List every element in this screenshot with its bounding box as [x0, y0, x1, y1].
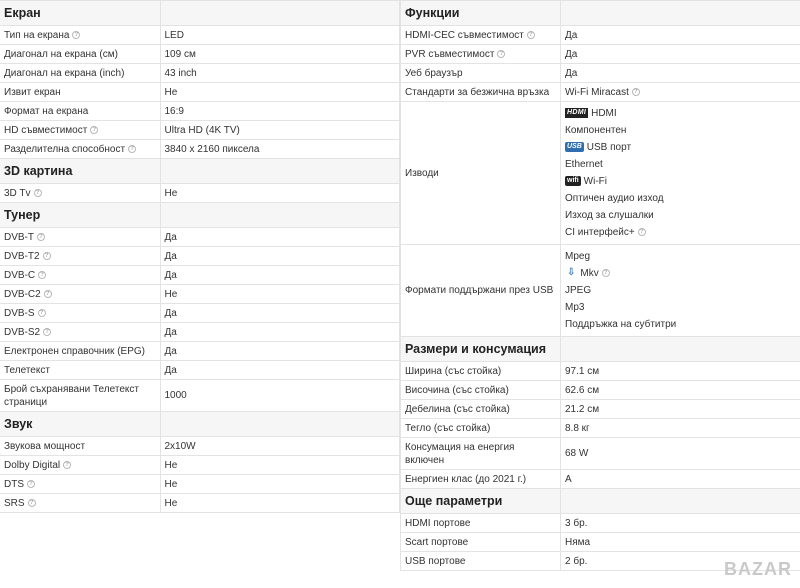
- spec-value: [160, 121, 400, 140]
- spec-value: [561, 438, 800, 470]
- spec-value-item: [565, 248, 796, 265]
- spec-label-text: Енергиен клас (до 2021 г.): [405, 473, 527, 485]
- spec-value-text: 68 W: [565, 448, 589, 459]
- spec-label: [0, 83, 160, 102]
- spec-row: [401, 45, 800, 64]
- spec-label-text: DVB-S2: [4, 326, 41, 338]
- spec-value-text: Да: [565, 48, 578, 60]
- spec-value: [561, 83, 800, 102]
- spec-label-text: Диагонал на екрана (см): [4, 48, 118, 60]
- spec-value-text: Mpeg: [565, 251, 591, 262]
- spec-label-text: Дебелина (със стойка): [405, 403, 510, 415]
- spec-value: [160, 83, 400, 102]
- spec-label: [401, 438, 561, 470]
- section-header: [0, 203, 400, 228]
- section-title: Тунер: [0, 203, 160, 228]
- spec-label-text: DTS: [4, 478, 24, 490]
- spec-label-text: Scart портове: [405, 536, 469, 548]
- spec-value: [160, 323, 400, 342]
- spec-label-text: Разделителна способност: [4, 143, 126, 155]
- info-icon[interactable]: ?: [27, 480, 35, 488]
- spec-label-text: HDMI-CEC съвместимост: [405, 29, 524, 41]
- spec-value-item: [565, 190, 796, 207]
- spec-label-text: DVB-T2: [4, 250, 40, 262]
- spec-label: [0, 380, 160, 412]
- spec-row: [0, 456, 400, 475]
- spec-value-item: [565, 156, 796, 173]
- spec-label-text: Телетекст: [4, 364, 50, 376]
- spec-value: [160, 494, 400, 513]
- specs-column-left: [0, 0, 400, 513]
- spec-label: [0, 26, 160, 45]
- spec-value: [160, 342, 400, 361]
- watermark-logo: BAZAR: [724, 559, 792, 579]
- spec-value: [160, 266, 400, 285]
- spec-label-text: Брой съхранявани Телетекст страници: [4, 383, 139, 408]
- section-header: [401, 337, 800, 362]
- spec-value: [561, 26, 800, 45]
- info-icon[interactable]: ?: [43, 328, 51, 336]
- spec-label: [0, 45, 160, 64]
- info-icon[interactable]: ?: [37, 233, 45, 241]
- spec-value-item: [565, 105, 796, 122]
- spec-label: [0, 121, 160, 140]
- spec-row: [0, 285, 400, 304]
- specs-column-right: [400, 0, 800, 571]
- section-header: [0, 412, 400, 437]
- spec-row: [401, 381, 800, 400]
- spec-label-text: PVR съвместимост: [405, 48, 495, 60]
- spec-value: [160, 184, 400, 203]
- spec-value-text: Mkv: [580, 268, 599, 279]
- spec-label: [0, 361, 160, 380]
- spec-value-text: Компонентен: [565, 125, 627, 136]
- spec-row-multi: [401, 245, 800, 337]
- spec-row: [0, 323, 400, 342]
- spec-label: [401, 400, 561, 419]
- spec-value-item: [565, 173, 796, 190]
- spec-row: [401, 438, 800, 470]
- spec-value-text: Да: [164, 250, 177, 262]
- spec-value-text: 3 бр.: [565, 517, 588, 529]
- spec-label: [401, 64, 561, 83]
- section-spacer: [160, 412, 400, 437]
- spec-label-text: USB портове: [405, 555, 466, 567]
- spec-value-list: [561, 102, 800, 245]
- spec-value-text: LED: [164, 29, 184, 41]
- spec-value-text: Изход за слушалки: [565, 210, 654, 221]
- spec-row: [0, 228, 400, 247]
- spec-label: [401, 45, 561, 64]
- spec-value-item: [565, 316, 796, 333]
- spec-value-item: [565, 224, 796, 241]
- spec-value-text: USB порт: [586, 142, 632, 153]
- spec-value: [160, 304, 400, 323]
- section-spacer: [160, 203, 400, 228]
- spec-value: [561, 533, 800, 552]
- spec-value: [561, 514, 800, 533]
- section-title: Звук: [0, 412, 160, 437]
- spec-label: [401, 533, 561, 552]
- info-icon[interactable]: ?: [63, 461, 71, 469]
- spec-label-text: Ширина (със стойка): [405, 365, 502, 377]
- section-spacer: [561, 489, 800, 514]
- spec-row: [0, 26, 400, 45]
- spec-value: [160, 140, 400, 159]
- spec-row: [0, 304, 400, 323]
- spec-value: [160, 285, 400, 304]
- info-icon[interactable]: ?: [72, 31, 80, 39]
- spec-label: [401, 552, 561, 571]
- spec-row: [0, 247, 400, 266]
- spec-label-text: DVB-C2: [4, 288, 41, 300]
- spec-row: [0, 64, 400, 83]
- spec-label-text: DVB-C: [4, 269, 36, 281]
- spec-value: [160, 247, 400, 266]
- spec-row: [401, 362, 800, 381]
- spec-value: [160, 26, 400, 45]
- spec-label-text: Електронен справочник (EPG): [4, 345, 145, 357]
- spec-row: [0, 475, 400, 494]
- spec-row: [0, 266, 400, 285]
- spec-value-item: [565, 282, 796, 299]
- spec-value: [561, 362, 800, 381]
- spec-label-text: Консумация на енергия включен: [405, 441, 515, 466]
- spec-value: [160, 437, 400, 456]
- spec-row: [0, 342, 400, 361]
- spec-label: [0, 64, 160, 83]
- info-icon[interactable]: ?: [497, 50, 505, 58]
- spec-row: [0, 83, 400, 102]
- spec-value: [561, 419, 800, 438]
- spec-value-item: [565, 207, 796, 224]
- spec-label-text: Стандарти за безжична връзка: [405, 86, 550, 98]
- info-icon[interactable]: ?: [28, 499, 36, 507]
- info-icon[interactable]: ?: [43, 252, 51, 260]
- spec-value-text: Да: [164, 364, 177, 376]
- spec-label: [401, 245, 561, 337]
- hdmi-icon: HDMI: [567, 109, 587, 117]
- spec-label: [0, 437, 160, 456]
- section-spacer: [561, 1, 800, 26]
- section-spacer: [561, 337, 800, 362]
- info-icon[interactable]: ?: [638, 228, 646, 236]
- spec-label: [0, 494, 160, 513]
- spec-value-text: Поддръжка на субтитри: [565, 319, 677, 330]
- spec-row: [401, 514, 800, 533]
- spec-value: [561, 45, 800, 64]
- spec-value-text: 1000: [164, 390, 187, 401]
- spec-value: [160, 64, 400, 83]
- spec-value-text: Да: [565, 29, 578, 41]
- spec-label: [0, 184, 160, 203]
- spec-label: [0, 323, 160, 342]
- spec-label-text: Изводи: [405, 167, 439, 179]
- spec-row: [0, 102, 400, 121]
- spec-row: [401, 419, 800, 438]
- spec-value-text: Не: [164, 497, 178, 509]
- spec-label: [401, 102, 561, 245]
- spec-row-multi: [401, 102, 800, 245]
- spec-value-text: 3840 x 2160 пиксела: [164, 143, 260, 155]
- spec-value-text: A: [565, 473, 572, 485]
- section-title: Още параметри: [401, 489, 561, 514]
- info-icon[interactable]: ?: [632, 88, 640, 96]
- spec-value-text: 8.8 кг: [565, 422, 590, 434]
- spec-value-text: Не: [164, 288, 178, 300]
- spec-row: [401, 470, 800, 489]
- spec-value: [160, 475, 400, 494]
- spec-row: [401, 26, 800, 45]
- spec-value-text: Не: [164, 187, 178, 199]
- spec-value-text: JPEG: [565, 285, 592, 296]
- spec-value-text: 62.6 см: [565, 384, 600, 396]
- spec-value-text: 16:9: [164, 105, 184, 117]
- spec-label: [0, 342, 160, 361]
- spec-value-text: Ultra HD (4K TV): [164, 124, 240, 136]
- info-icon[interactable]: ?: [527, 31, 535, 39]
- spec-label: [0, 304, 160, 323]
- spec-value: [160, 456, 400, 475]
- spec-row: [0, 437, 400, 456]
- section-spacer: [160, 1, 400, 26]
- section-title: Функции: [401, 1, 561, 26]
- spec-label: [0, 266, 160, 285]
- spec-label-text: 3D Tv: [4, 187, 31, 199]
- spec-value-text: Не: [164, 478, 178, 490]
- spec-label-text: HD съвместимост: [4, 124, 88, 136]
- spec-value: [561, 400, 800, 419]
- spec-label-text: Извит екран: [4, 86, 61, 98]
- spec-row: [0, 361, 400, 380]
- spec-value-text: Да: [164, 326, 177, 338]
- spec-value-text: Да: [164, 269, 177, 281]
- spec-value-text: Оптичен аудио изход: [565, 193, 664, 204]
- spec-label: [401, 419, 561, 438]
- spec-value-text: Mp3: [565, 302, 585, 313]
- spec-value-text: Няма: [565, 536, 591, 548]
- spec-label: [0, 228, 160, 247]
- usb-icon: USB: [567, 143, 582, 151]
- spec-value-text: Не: [164, 86, 178, 98]
- download-icon: ⇩: [567, 267, 576, 279]
- info-icon[interactable]: ?: [38, 271, 46, 279]
- spec-label: [0, 140, 160, 159]
- info-icon[interactable]: ?: [44, 290, 52, 298]
- spec-row: [401, 533, 800, 552]
- info-icon[interactable]: ?: [90, 126, 98, 134]
- spec-value: [160, 45, 400, 64]
- spec-label-text: Формат на екрана: [4, 105, 89, 117]
- spec-label-text: Тегло (със стойка): [405, 422, 491, 434]
- section-title: 3D картина: [0, 159, 160, 184]
- section-spacer: [160, 159, 400, 184]
- spec-value: [561, 64, 800, 83]
- spec-value-text: 109 см: [164, 48, 196, 60]
- spec-label-text: SRS: [4, 497, 25, 509]
- spec-label-text: HDMI портове: [405, 517, 471, 529]
- spec-value-text: Да: [164, 307, 177, 319]
- spec-label: [0, 247, 160, 266]
- spec-row: [401, 400, 800, 419]
- section-header: [401, 489, 800, 514]
- spec-row: [0, 140, 400, 159]
- info-icon[interactable]: ?: [38, 309, 46, 317]
- spec-value-item: [565, 122, 796, 139]
- section-header: [0, 1, 400, 26]
- spec-value-item: [565, 299, 796, 316]
- spec-label: [0, 475, 160, 494]
- spec-value: [160, 228, 400, 247]
- spec-value: [160, 102, 400, 121]
- spec-value-item: [565, 265, 796, 282]
- spec-value: [160, 361, 400, 380]
- spec-label-text: Тип на екрана: [4, 29, 70, 41]
- spec-label: [401, 362, 561, 381]
- spec-label: [0, 285, 160, 304]
- spec-value-text: 2 бр.: [565, 555, 588, 567]
- spec-value-text: Ethernet: [565, 159, 603, 170]
- spec-label: [401, 470, 561, 489]
- spec-label: [401, 83, 561, 102]
- spec-value-text: 97.1 см: [565, 365, 600, 377]
- spec-row: [401, 64, 800, 83]
- section-header: [0, 159, 400, 184]
- spec-row: [401, 83, 800, 102]
- spec-label: [401, 381, 561, 400]
- section-header: [401, 1, 800, 26]
- spec-value: [561, 381, 800, 400]
- spec-value: [561, 470, 800, 489]
- spec-label-text: Формати поддържани през USB: [405, 285, 554, 296]
- spec-label-text: DVB-S: [4, 307, 35, 319]
- spec-value: [160, 380, 400, 412]
- spec-label: [401, 514, 561, 533]
- spec-value-item: [565, 139, 796, 156]
- spec-label: [401, 26, 561, 45]
- section-title: Размери и консумация: [401, 337, 561, 362]
- info-icon[interactable]: ?: [34, 189, 42, 197]
- info-icon[interactable]: ?: [128, 145, 136, 153]
- section-title: Екран: [0, 1, 160, 26]
- spec-label-text: Звукова мощност: [4, 440, 86, 452]
- spec-value-text: CI интерфейс+: [565, 227, 635, 238]
- spec-value-text: Wi-Fi: [583, 176, 607, 187]
- spec-label: [0, 102, 160, 121]
- spec-value-text: HDMI: [591, 108, 617, 119]
- spec-value-text: 21.2 см: [565, 403, 600, 415]
- spec-label-text: Диагонал на екрана (inch): [4, 67, 125, 79]
- spec-row: [0, 184, 400, 203]
- spec-value-text: Да: [164, 231, 177, 243]
- spec-row: [0, 494, 400, 513]
- spec-row: [0, 121, 400, 140]
- spec-value-text: Да: [164, 345, 177, 357]
- spec-row: [0, 45, 400, 64]
- spec-value-list: [561, 245, 800, 337]
- spec-value-text: 2x10W: [164, 440, 196, 452]
- spec-value-text: 43 inch: [164, 67, 197, 79]
- spec-label: [0, 456, 160, 475]
- spec-value-text: Не: [164, 459, 178, 471]
- spec-label-text: Уеб браузър: [405, 67, 463, 79]
- spec-label-text: DVB-T: [4, 231, 34, 243]
- spec-row: [0, 380, 400, 412]
- wifi-icon: wifi: [567, 177, 579, 185]
- spec-value-text: Да: [565, 67, 578, 79]
- spec-value-text: Wi-Fi Miracast: [565, 86, 629, 98]
- spec-label-text: Височина (със стойка): [405, 384, 509, 396]
- info-icon[interactable]: ?: [602, 269, 610, 277]
- spec-label-text: Dolby Digital: [4, 459, 61, 471]
